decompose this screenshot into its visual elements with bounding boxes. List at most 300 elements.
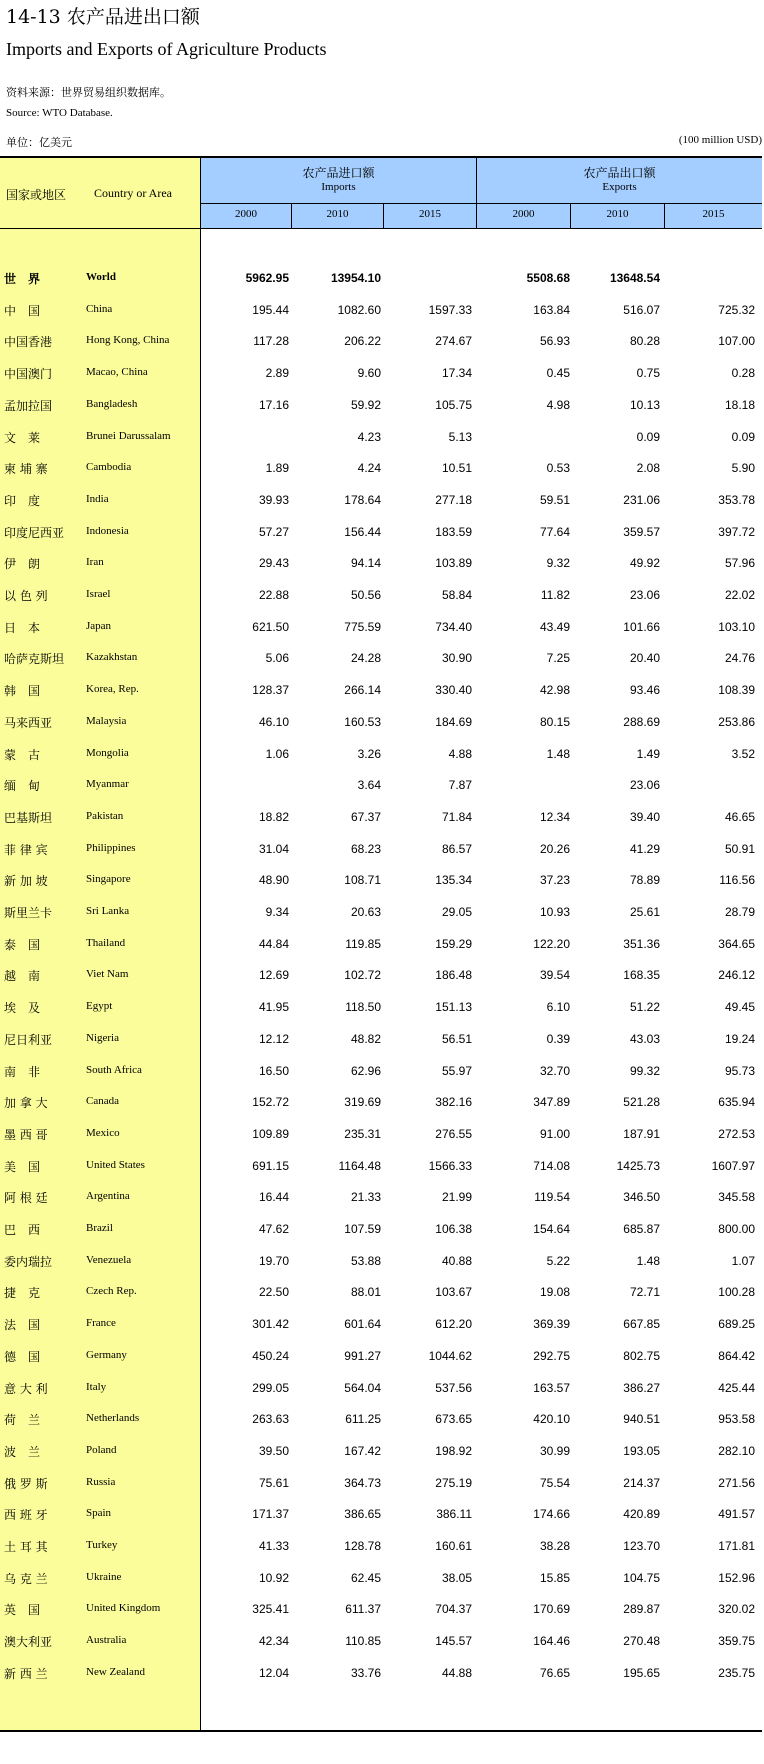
year-header: 2000 (235, 208, 257, 220)
export-value: 685.87 (623, 1222, 660, 1236)
country-name-en: Poland (86, 1443, 117, 1456)
export-value: 30.99 (539, 1443, 570, 1458)
export-value: 3.52 (731, 746, 755, 761)
table-row (0, 1061, 762, 1079)
import-value: 198.92 (435, 1443, 472, 1458)
export-value: 725.32 (718, 302, 755, 317)
import-value: 21.33 (350, 1190, 381, 1205)
export-value: 346.50 (623, 1190, 660, 1205)
data-table (0, 156, 762, 1732)
import-value: 102.72 (344, 968, 381, 983)
year-header: 2015 (702, 208, 725, 220)
export-value: 39.40 (629, 809, 660, 824)
import-value: 16.50 (258, 1063, 289, 1078)
import-value: 62.45 (350, 1570, 381, 1585)
import-value: 135.34 (435, 873, 472, 888)
table-row (0, 680, 762, 698)
export-value: 100.28 (718, 1285, 755, 1300)
import-value: 611.25 (345, 1412, 381, 1427)
import-value: 12.69 (258, 968, 289, 983)
export-value: 49.92 (629, 556, 660, 571)
import-value: 301.42 (252, 1317, 289, 1332)
import-value: 110.85 (345, 1634, 381, 1649)
import-value: 22.88 (258, 588, 289, 602)
table-row (0, 744, 762, 762)
import-value: 3.64 (357, 778, 381, 793)
export-value: 282.10 (718, 1443, 755, 1458)
export-value: 667.85 (623, 1317, 660, 1332)
export-value: 689.25 (718, 1317, 755, 1332)
export-value: 420.89 (623, 1507, 660, 1522)
export-value: 51.22 (629, 1000, 660, 1015)
export-value: 101.66 (623, 619, 660, 634)
table-row (0, 1631, 762, 1649)
country-name-cn: 文 莱 (4, 430, 41, 445)
export-value: 235.75 (718, 1665, 755, 1680)
export-value: 24.76 (724, 651, 755, 666)
import-value: 1566.33 (428, 1158, 472, 1173)
import-value: 103.89 (435, 556, 472, 571)
import-value: 128.37 (252, 683, 289, 698)
country-name-cn: 美 国 (4, 1159, 41, 1174)
export-value: 270.48 (623, 1634, 660, 1649)
import-value: 1044.62 (428, 1348, 472, 1363)
import-value: 4.24 (357, 461, 381, 476)
export-value: 635.94 (718, 1095, 755, 1110)
country-name-cn: 乌 克 兰 (4, 1571, 48, 1586)
export-value: 0.45 (546, 366, 570, 381)
country-name-en: Turkey (86, 1539, 118, 1551)
export-value: 76.65 (539, 1665, 570, 1680)
export-value: 292.75 (533, 1348, 570, 1363)
import-value: 178.64 (344, 492, 381, 507)
import-value: 160.61 (435, 1539, 472, 1553)
country-name-cn: 印度尼西亚 (4, 525, 65, 540)
country-name-en: Viet Nam (86, 968, 129, 981)
export-value: 1.48 (546, 746, 570, 761)
import-value: 386.65 (344, 1507, 381, 1522)
import-value: 24.28 (350, 651, 381, 666)
country-name-cn: 韩 国 (4, 684, 41, 699)
import-value: 2.89 (265, 366, 289, 381)
table-row (0, 617, 762, 635)
import-value: 386.11 (436, 1507, 472, 1522)
country-name-en: Netherlands (86, 1412, 140, 1425)
export-value: 246.12 (718, 968, 755, 983)
import-value: 450.24 (252, 1348, 289, 1363)
export-value: 4.98 (546, 397, 570, 412)
export-value: 231.06 (623, 492, 660, 507)
export-value: 38.28 (539, 1539, 570, 1553)
import-value: 41.33 (258, 1539, 289, 1553)
export-value: 2.08 (636, 461, 660, 476)
table-row (0, 268, 762, 286)
export-value: 12.34 (539, 809, 570, 824)
export-value: 174.66 (533, 1507, 570, 1522)
country-name-cn: 哈萨克斯坦 (4, 652, 65, 667)
export-value: 5.22 (546, 1253, 570, 1268)
country-name-cn: 泰 国 (4, 937, 41, 952)
export-value: 491.57 (718, 1507, 755, 1522)
country-name-cn: 中 国 (4, 303, 41, 318)
import-value: 42.34 (258, 1634, 289, 1649)
unit-label-en: (100 million USD) (678, 134, 762, 146)
export-value: 93.46 (629, 683, 660, 698)
country-name-en: Brunei Darussalam (86, 429, 171, 442)
export-value: 425.44 (718, 1380, 755, 1395)
export-value: 397.72 (718, 524, 755, 539)
export-value: 164.46 (533, 1634, 570, 1649)
table-row (0, 395, 762, 413)
export-value: 32.70 (539, 1063, 570, 1078)
country-name-en: Nigeria (86, 1031, 119, 1044)
import-value: 537.56 (435, 1380, 472, 1395)
import-value: 62.96 (350, 1063, 381, 1078)
export-value: 49.45 (724, 1000, 755, 1015)
import-value: 58.84 (441, 588, 472, 602)
country-name-cn: 中国香港 (4, 335, 53, 350)
table-row (0, 1156, 762, 1174)
export-value: 103.10 (718, 619, 755, 634)
import-value: 59.92 (350, 397, 381, 412)
import-value: 691.15 (252, 1158, 289, 1173)
import-value: 299.05 (252, 1380, 289, 1395)
export-value: 18.18 (724, 397, 755, 412)
import-value: 4.23 (357, 429, 381, 444)
import-value: 94.14 (350, 556, 381, 571)
export-value: 50.91 (724, 841, 755, 856)
import-value: 277.18 (435, 492, 472, 507)
header-group-divider (201, 203, 762, 204)
table-row (0, 1473, 762, 1491)
country-name-en: Israel (86, 588, 111, 600)
table-row (0, 585, 762, 603)
import-value: 55.97 (441, 1063, 472, 1078)
country-name-en: Czech Rep. (86, 1285, 137, 1298)
import-value: 108.71 (344, 873, 381, 888)
country-name-en: United Kingdom (86, 1602, 161, 1615)
country-name-en: Egypt (86, 1000, 113, 1013)
country-name-en: Canada (86, 1095, 119, 1108)
export-value: 359.75 (718, 1634, 755, 1649)
export-value: 56.93 (539, 334, 570, 349)
export-value: 108.39 (718, 683, 755, 698)
country-name-en: Korea, Rep. (86, 683, 139, 696)
export-value: 802.75 (623, 1348, 660, 1363)
country-name-cn: 意 大 利 (4, 1381, 48, 1396)
import-value: 621.50 (252, 619, 289, 634)
export-value: 347.89 (533, 1095, 570, 1110)
country-name-cn: 荷 兰 (4, 1413, 41, 1428)
export-value: 271.56 (718, 1475, 755, 1490)
header-bottom-rule (0, 228, 762, 229)
country-name-cn: 斯里兰卡 (4, 906, 53, 920)
export-value: 0.09 (636, 429, 660, 444)
import-value: 275.19 (435, 1475, 472, 1490)
import-value: 118.50 (345, 1000, 381, 1015)
stub-header-en: Country or Area (94, 186, 172, 200)
country-name-cn: 马来西亚 (4, 715, 53, 730)
country-name-cn: 捷 克 (4, 1286, 41, 1301)
table-row (0, 1314, 762, 1332)
import-value: 50.56 (350, 588, 381, 602)
import-value: 4.88 (448, 746, 472, 761)
export-value: 359.57 (623, 524, 660, 539)
export-value: 516.07 (623, 302, 660, 317)
import-value: 7.87 (448, 778, 472, 793)
country-name-cn: 印 度 (4, 493, 41, 508)
export-value: 0.39 (546, 1031, 570, 1046)
export-value: 154.64 (533, 1222, 570, 1236)
source-note-cn: 资料来源：世界贸易组织数据库。 (6, 86, 171, 99)
country-name-en: Bangladesh (86, 397, 138, 410)
table-row (0, 331, 762, 349)
export-value: 46.65 (724, 809, 755, 824)
export-value: 320.02 (718, 1602, 755, 1617)
import-value: 1164.48 (338, 1158, 381, 1173)
country-name-en: Myanmar (86, 778, 129, 791)
country-name-en: Spain (86, 1507, 112, 1520)
country-name-en: World (86, 271, 116, 283)
page-title: 14-13 农产品进出口额 (6, 6, 200, 28)
page-subtitle: Imports and Exports of Agriculture Products (6, 39, 327, 59)
year-header: 2010 (326, 208, 349, 220)
table-row (0, 997, 762, 1015)
exports-header-cn: 农产品出口额 (583, 166, 656, 180)
table-row (0, 1251, 762, 1269)
table-row (0, 1441, 762, 1459)
import-value: 56.51 (441, 1031, 472, 1046)
import-value: 86.57 (441, 841, 472, 856)
import-value: 48.90 (258, 873, 289, 888)
import-value: 38.05 (441, 1570, 472, 1585)
export-value: 78.89 (629, 873, 660, 888)
export-value: 170.69 (533, 1602, 570, 1617)
export-value: 119.54 (534, 1190, 570, 1205)
country-name-en: Philippines (86, 841, 136, 854)
import-value: 41.95 (258, 1000, 289, 1015)
import-value: 364.73 (344, 1475, 381, 1490)
import-value: 5962.95 (245, 271, 289, 285)
import-value: 30.90 (441, 651, 472, 666)
export-value: 43.03 (629, 1031, 660, 1046)
import-value: 10.92 (258, 1570, 289, 1585)
country-name-cn: 委内瑞拉 (4, 1254, 53, 1269)
table-row (0, 1029, 762, 1047)
import-value: 75.61 (258, 1475, 289, 1490)
import-value: 1082.60 (337, 302, 381, 317)
country-name-cn: 尼日利亚 (4, 1032, 53, 1047)
import-value: 274.67 (435, 334, 472, 349)
import-value: 235.31 (344, 1126, 381, 1141)
import-value: 46.10 (258, 714, 289, 729)
export-value: 364.65 (718, 936, 755, 951)
export-value: 0.75 (636, 366, 660, 381)
country-name-cn: 柬 埔 寨 (4, 462, 48, 477)
import-value: 145.57 (435, 1634, 472, 1649)
export-value: 42.98 (539, 683, 570, 698)
country-name-cn: 中国澳门 (4, 367, 53, 382)
table-row (0, 1378, 762, 1396)
country-name-en: Kazakhstan (86, 651, 138, 664)
export-value: 122.20 (533, 936, 570, 951)
export-value: 99.32 (629, 1063, 660, 1078)
import-value: 330.40 (435, 683, 472, 698)
country-name-en: Hong Kong, China (86, 334, 170, 347)
export-value: 5.90 (731, 461, 755, 476)
import-value: 734.40 (435, 619, 472, 634)
export-value: 272.53 (718, 1126, 755, 1141)
import-value: 12.04 (258, 1665, 289, 1680)
export-value: 1607.97 (711, 1158, 755, 1173)
export-value: 107.00 (718, 334, 755, 349)
import-value: 206.22 (344, 334, 381, 349)
export-value: 59.51 (539, 492, 570, 507)
table-row (0, 902, 762, 920)
import-value: 119.85 (345, 936, 381, 951)
import-value: 263.63 (252, 1412, 289, 1427)
export-value: 288.69 (623, 714, 660, 729)
import-value: 673.65 (435, 1412, 472, 1427)
country-name-cn: 埃 及 (4, 1001, 41, 1016)
country-name-cn: 世 界 (4, 272, 41, 286)
import-value: 39.93 (258, 492, 289, 507)
export-value: 20.26 (539, 841, 570, 856)
import-value: 266.14 (344, 683, 381, 698)
country-name-en: India (86, 492, 109, 505)
export-value: 163.57 (533, 1380, 570, 1395)
import-value: 40.88 (441, 1253, 472, 1268)
import-value: 152.72 (252, 1095, 289, 1110)
import-value: 12.12 (258, 1031, 289, 1046)
export-value: 0.53 (546, 461, 570, 476)
export-value: 6.10 (546, 1000, 570, 1015)
import-value: 17.34 (441, 366, 472, 381)
table-row (0, 1092, 762, 1110)
export-value: 10.13 (629, 397, 660, 412)
country-name-cn: 加 拿 大 (4, 1096, 48, 1111)
export-value: 289.87 (623, 1602, 660, 1617)
country-name-en: Macao, China (86, 366, 148, 379)
import-value: 18.82 (258, 809, 289, 824)
import-value: 276.55 (435, 1126, 472, 1141)
country-name-cn: 蒙 古 (4, 747, 41, 762)
country-name-en: Cambodia (86, 461, 132, 474)
country-name-en: Indonesia (86, 524, 129, 537)
country-name-cn: 西 班 牙 (4, 1508, 48, 1523)
country-name-en: New Zealand (86, 1665, 145, 1678)
country-name-cn: 缅 甸 (4, 779, 41, 794)
table-row (0, 712, 762, 730)
export-value: 0.28 (731, 366, 755, 381)
import-value: 44.84 (258, 936, 289, 951)
country-name-en: Pakistan (86, 809, 124, 822)
export-value: 19.08 (539, 1285, 570, 1300)
import-value: 19.70 (258, 1253, 289, 1268)
exports-header (477, 166, 762, 194)
export-value: 13648.54 (609, 271, 660, 285)
export-value: 123.70 (623, 1539, 660, 1553)
export-value: 1425.73 (616, 1158, 660, 1173)
import-value: 186.48 (435, 968, 472, 983)
export-value: 714.08 (533, 1158, 570, 1173)
import-value: 48.82 (350, 1031, 381, 1046)
import-value: 601.64 (344, 1317, 381, 1332)
country-name-cn: 墨 西 哥 (4, 1127, 48, 1142)
export-value: 168.35 (623, 968, 660, 983)
country-name-en: Australia (86, 1634, 127, 1647)
country-name-en: Ukraine (86, 1570, 122, 1583)
country-name-en: Malaysia (86, 714, 127, 727)
table-row (0, 934, 762, 952)
export-value: 20.40 (629, 651, 660, 666)
export-value: 39.54 (539, 968, 570, 983)
table-row (0, 458, 762, 476)
country-name-cn: 越 南 (4, 969, 41, 984)
import-value: 106.38 (435, 1222, 472, 1236)
export-value: 420.10 (533, 1412, 570, 1427)
import-value: 171.37 (252, 1507, 289, 1522)
country-name-cn: 新 加 坡 (4, 874, 48, 889)
country-name-cn: 阿 根 廷 (4, 1191, 48, 1206)
import-value: 13954.10 (330, 271, 381, 285)
exports-header-en: Exports (602, 181, 637, 193)
export-value: 0.09 (731, 429, 755, 444)
import-value: 68.23 (350, 841, 381, 856)
export-value: 369.39 (533, 1317, 570, 1332)
import-value: 21.99 (441, 1190, 472, 1205)
import-value: 20.63 (350, 905, 381, 919)
table-row (0, 1568, 762, 1586)
country-name-cn: 以 色 列 (4, 589, 48, 603)
country-name-cn: 澳大利亚 (4, 1635, 53, 1650)
country-name-cn: 伊 朗 (4, 557, 41, 572)
stub-header-cn: 国家或地区 (6, 188, 67, 202)
export-value: 116.56 (719, 873, 755, 888)
import-value: 67.37 (350, 809, 381, 824)
import-value: 167.42 (344, 1443, 381, 1458)
country-name-cn: 波 兰 (4, 1444, 41, 1459)
export-value: 23.06 (629, 588, 660, 602)
export-value: 193.05 (623, 1443, 660, 1458)
export-value: 953.58 (718, 1412, 755, 1427)
table-row (0, 1536, 762, 1554)
import-value: 1.06 (265, 746, 289, 761)
export-value: 152.96 (718, 1570, 755, 1585)
import-value: 184.69 (435, 714, 472, 729)
import-value: 44.88 (441, 1665, 472, 1680)
import-value: 5.13 (448, 429, 472, 444)
import-value: 16.44 (258, 1190, 289, 1205)
imports-header (201, 166, 476, 194)
table-row (0, 490, 762, 508)
export-value: 22.02 (724, 588, 755, 602)
export-value: 5508.68 (526, 271, 570, 285)
export-value: 75.54 (539, 1475, 570, 1490)
export-value: 37.23 (539, 873, 570, 888)
table-row (0, 1409, 762, 1427)
table-row (0, 363, 762, 381)
import-value: 33.76 (350, 1665, 381, 1680)
import-value: 109.89 (252, 1126, 289, 1141)
country-name-cn: 俄 罗 斯 (4, 1476, 48, 1491)
country-name-en: Singapore (86, 873, 131, 886)
country-name-en: Mexico (86, 1126, 120, 1139)
import-value: 1597.33 (428, 302, 472, 317)
import-value: 39.50 (258, 1443, 289, 1458)
import-value: 612.20 (435, 1317, 472, 1332)
country-name-cn: 巴 西 (4, 1223, 41, 1237)
